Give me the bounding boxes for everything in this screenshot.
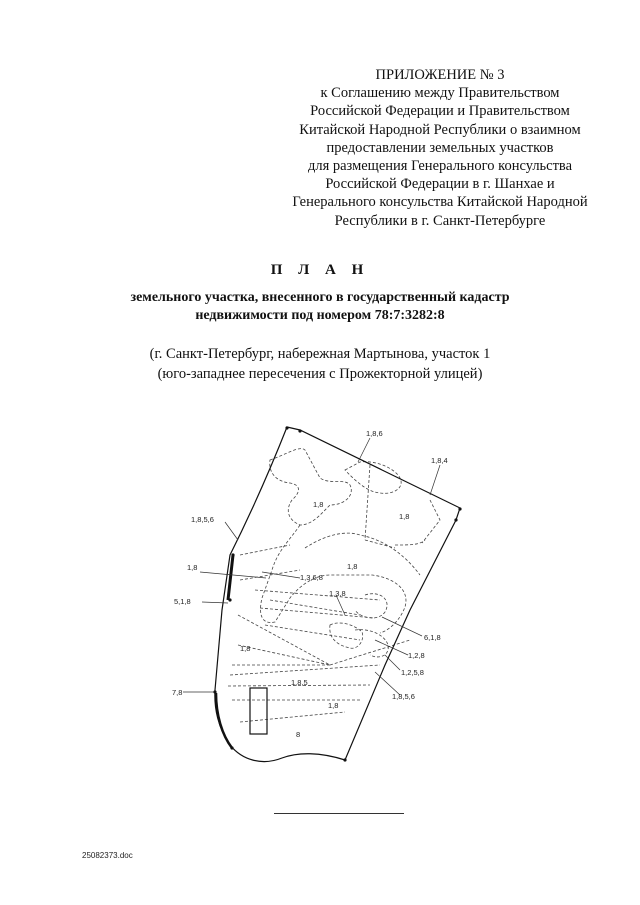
zone-label: 1,2,5,8 bbox=[401, 668, 424, 677]
zone-label: 1,8 bbox=[399, 512, 410, 521]
zone-label: 1,8 bbox=[187, 563, 198, 572]
zone-label: 8 bbox=[296, 730, 301, 739]
plan-subtitle-line: недвижимости под номером 78:7:3282:8 bbox=[195, 308, 445, 323]
zone-label: 1,8,5,6 bbox=[191, 515, 214, 524]
appendix-line: для размещения Генерального консульства bbox=[307, 158, 573, 175]
address-line: (юго-западнее пересечения с Прожекторной улицей) bbox=[157, 366, 483, 382]
plan-title: П Л А Н bbox=[270, 262, 370, 278]
zone-label: 1,8,5,6 bbox=[392, 692, 415, 701]
zone-boundaries bbox=[228, 449, 440, 722]
document-filename: 25082373.doc bbox=[82, 851, 133, 860]
zone-label: 1,8 bbox=[240, 644, 251, 653]
zone-label: 1,8 bbox=[313, 500, 324, 509]
zone-label: 1,8,6 bbox=[366, 429, 383, 438]
appendix-line: Китайской Народной Республики о взаимном bbox=[299, 121, 581, 138]
zone-label: 1,8 bbox=[328, 701, 339, 710]
appendix-line: Генерального консульства Китайской Народной bbox=[292, 194, 588, 211]
appendix-line: предоставлении земельных участков bbox=[326, 139, 554, 156]
zone-label: 7,8 bbox=[172, 688, 183, 697]
zone-label: 1,8 bbox=[347, 562, 358, 571]
zone-label: 1,8,4 bbox=[431, 456, 448, 465]
appendix-line: Российской Федерации в г. Шанхае и bbox=[325, 176, 555, 193]
appendix-line: к Соглашению между Правительством bbox=[320, 85, 560, 102]
appendix-line: ПРИЛОЖЕНИЕ № 3 bbox=[375, 67, 505, 83]
zone-label: 1,3,6,8 bbox=[300, 573, 323, 582]
zone-label: 5,1,8 bbox=[174, 597, 191, 606]
appendix-line: Республики в г. Санкт-Петербурге bbox=[334, 212, 546, 229]
plan-subtitle-line: земельного участка, внесенного в государственный кадастр bbox=[130, 290, 510, 305]
leader-lines bbox=[183, 438, 440, 695]
building-outline bbox=[250, 688, 267, 734]
zone-labels bbox=[172, 429, 448, 739]
zone-label: 1,2,8 bbox=[408, 651, 425, 660]
address-line: (г. Санкт-Петербург, набережная Мартынова, участок 1 bbox=[149, 346, 491, 362]
zone-label: 1,3,8 bbox=[329, 589, 346, 598]
signature-line bbox=[274, 813, 404, 814]
zone-label: 1,8,5 bbox=[291, 678, 308, 687]
appendix-line: Российской Федерации и Правительством bbox=[310, 103, 570, 120]
zone-label: 6,1,8 bbox=[424, 633, 441, 642]
